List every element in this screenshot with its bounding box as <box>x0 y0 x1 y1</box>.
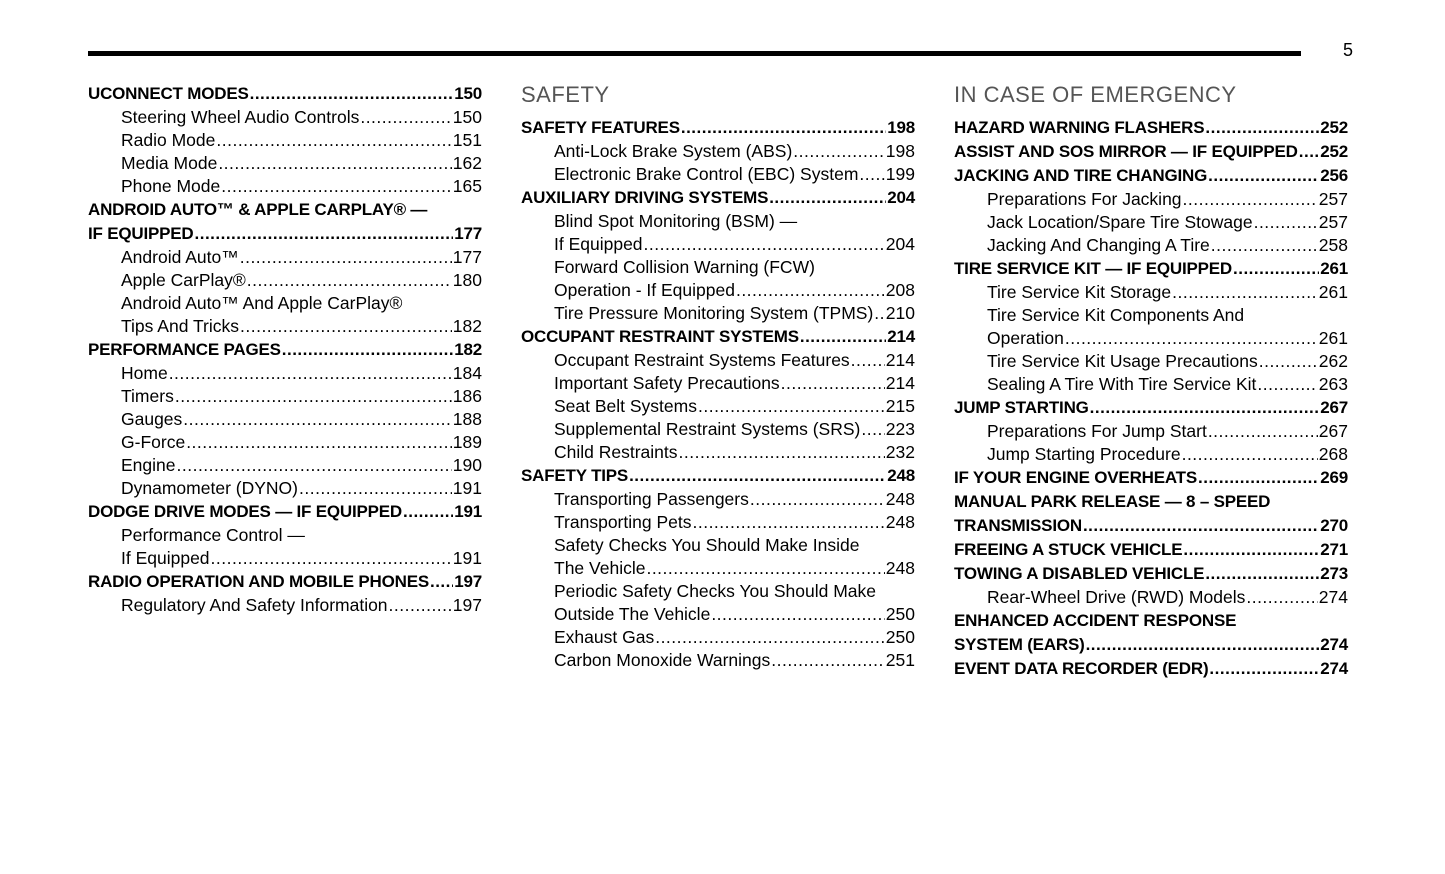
entry-page-number: 270 <box>1320 516 1348 535</box>
toc-subentry[interactable] <box>954 281 1348 304</box>
entry-page-number: 267 <box>1320 398 1348 417</box>
entry-label: Preparations For Jacking <box>987 189 1182 209</box>
dot-leader <box>1259 350 1318 373</box>
entry-page-number: 252 <box>1320 118 1348 137</box>
entry-page-number: 257 <box>1318 212 1348 232</box>
entry-page-number: 223 <box>885 419 915 439</box>
entry-label: FREEING A STUCK VEHICLE <box>954 540 1183 559</box>
toc-section-entry[interactable] <box>954 657 1348 681</box>
dot-leader <box>1090 396 1320 420</box>
entry-page-number: 250 <box>885 604 915 624</box>
entry-page-number: 256 <box>1320 166 1348 185</box>
toc-subentry[interactable] <box>88 547 482 570</box>
entry-page-number: 188 <box>452 409 482 429</box>
entry-page-number: 182 <box>454 340 482 359</box>
entry-label: Seat Belt Systems <box>554 396 697 416</box>
entry-page-number: 248 <box>885 489 915 509</box>
entry-label: Transporting Pets <box>554 512 692 532</box>
dot-leader <box>1205 116 1319 140</box>
dot-leader <box>282 338 453 362</box>
entry-label: Exhaust Gas <box>554 627 655 647</box>
toc-section-entry[interactable] <box>88 338 482 362</box>
toc-entry-first-line[interactable]: Android Auto™ And Apple CarPlay® <box>121 293 403 313</box>
toc-subentry[interactable] <box>521 557 915 580</box>
entry-page-number: 258 <box>1318 235 1348 255</box>
entry-label: JACKING AND TIRE CHANGING <box>954 166 1208 185</box>
dot-leader <box>186 431 452 454</box>
toc-entry-first-line[interactable]: Safety Checks You Should Make Inside <box>554 535 860 555</box>
entry-label: Occupant Restraint Systems Features <box>554 350 850 370</box>
entry-label: Apple CarPlay® <box>121 270 246 290</box>
entry-page-number: 251 <box>885 650 915 670</box>
entry-label: UCONNECT MODES <box>88 84 249 103</box>
dot-leader <box>800 325 886 349</box>
entry-label: Preparations For Jump Start <box>987 421 1207 441</box>
entry-label: PERFORMANCE PAGES <box>88 340 281 359</box>
dot-leader <box>861 418 884 441</box>
entry-label: Gauges <box>121 409 183 429</box>
entry-page-number: 274 <box>1320 635 1348 654</box>
entry-label: Radio Mode <box>121 130 216 150</box>
toc-subentry[interactable] <box>954 234 1348 257</box>
entry-label: Tips And Tricks <box>121 316 239 336</box>
toc-subentry[interactable] <box>954 327 1348 350</box>
dot-leader <box>360 106 451 129</box>
entry-page-number: 199 <box>885 164 915 184</box>
entry-label: IF EQUIPPED <box>88 224 194 243</box>
toc-section-entry[interactable] <box>954 562 1348 586</box>
toc-section-entry[interactable] <box>521 464 915 488</box>
entry-label: Timers <box>121 386 174 406</box>
toc-entry-first-line[interactable]: ENHANCED ACCIDENT RESPONSE <box>954 611 1237 630</box>
dot-leader <box>711 603 884 626</box>
toc-subentry[interactable] <box>521 649 915 672</box>
dot-leader <box>1182 443 1318 466</box>
entry-label: Jump Starting Procedure <box>987 444 1181 464</box>
dot-leader <box>874 302 885 325</box>
dot-leader <box>1233 257 1319 281</box>
entry-label: Electronic Brake Control (EBC) System <box>554 164 859 184</box>
dot-leader <box>183 408 452 431</box>
entry-label: DODGE DRIVE MODES — IF EQUIPPED <box>88 502 403 521</box>
entry-page-number: 274 <box>1318 587 1348 607</box>
dot-leader <box>221 175 452 198</box>
toc-subentry[interactable] <box>954 350 1348 373</box>
entry-label: SAFETY TIPS <box>521 466 629 485</box>
toc-entry-first-line[interactable]: Blind Spot Monitoring (BSM) — <box>554 211 798 231</box>
dot-leader <box>1208 420 1318 443</box>
toc-subentry[interactable] <box>954 211 1348 234</box>
section-title: SAFETY <box>521 82 610 107</box>
dot-leader <box>389 594 452 617</box>
entry-page-number: 191 <box>452 548 482 568</box>
toc-subentry[interactable] <box>954 586 1348 609</box>
entry-page-number: 191 <box>452 478 482 498</box>
dot-leader <box>169 362 452 385</box>
section-title: IN CASE OF EMERGENCY <box>954 82 1237 107</box>
toc-section-entry[interactable] <box>954 257 1348 281</box>
entry-page-number: 186 <box>452 386 482 406</box>
dot-leader <box>851 349 885 372</box>
entry-label: Tire Service Kit Storage <box>987 282 1172 302</box>
entry-page-number: 248 <box>885 558 915 578</box>
entry-page-number: 248 <box>885 512 915 532</box>
entry-page-number: 210 <box>885 303 915 323</box>
dot-leader <box>1172 281 1318 304</box>
entry-label: Tire Service Kit Usage Precautions <box>987 351 1258 371</box>
entry-label: The Vehicle <box>554 558 646 578</box>
dot-leader <box>655 626 885 649</box>
toc-subentry[interactable] <box>521 163 915 186</box>
entry-page-number: 271 <box>1320 540 1348 559</box>
entry-page-number: 250 <box>885 627 915 647</box>
dot-leader <box>1299 140 1319 164</box>
toc-subentry[interactable] <box>521 603 915 626</box>
toc-subentry[interactable] <box>88 594 482 617</box>
entry-label: TIRE SERVICE KIT — IF EQUIPPED <box>954 259 1233 278</box>
dot-leader <box>629 464 886 488</box>
entry-page-number: 151 <box>452 130 482 150</box>
entry-label: JUMP STARTING <box>954 398 1089 417</box>
toc-section-entry[interactable] <box>954 538 1348 562</box>
entry-label: Home <box>121 363 168 383</box>
toc-subentry[interactable] <box>88 385 482 408</box>
toc-subentry[interactable] <box>88 129 482 152</box>
toc-section-entry[interactable] <box>88 82 482 106</box>
dot-leader <box>218 152 451 175</box>
entry-label: Outside The Vehicle <box>554 604 711 624</box>
entry-page-number: 214 <box>885 350 915 370</box>
dot-leader <box>750 488 885 511</box>
toc-subentry[interactable] <box>88 106 482 129</box>
dot-leader <box>177 454 452 477</box>
toc-subentry[interactable] <box>521 302 915 325</box>
dot-leader <box>250 82 454 106</box>
toc-subentry[interactable] <box>88 152 482 175</box>
toc-section-entry[interactable] <box>88 500 482 524</box>
entry-page-number: 208 <box>885 280 915 300</box>
toc-subentry[interactable] <box>521 488 915 511</box>
toc-subentry[interactable] <box>521 279 915 302</box>
toc-section-entry[interactable] <box>954 164 1348 188</box>
toc-subentry[interactable] <box>521 233 915 256</box>
entry-page-number: 261 <box>1318 328 1348 348</box>
dot-leader <box>679 441 885 464</box>
toc-subentry[interactable] <box>88 362 482 385</box>
toc-subentry[interactable] <box>954 443 1348 466</box>
dot-leader <box>1246 586 1317 609</box>
toc-subentry[interactable] <box>954 420 1348 443</box>
entry-page-number: 214 <box>885 373 915 393</box>
entry-page-number: 150 <box>454 84 482 103</box>
entry-page-number: 204 <box>887 188 915 207</box>
toc-subentry[interactable] <box>954 373 1348 396</box>
toc-subentry[interactable] <box>521 349 915 372</box>
toc-subentry[interactable] <box>88 246 482 269</box>
dot-leader <box>1065 327 1318 350</box>
dot-leader <box>769 186 886 210</box>
entry-label: Steering Wheel Audio Controls <box>121 107 360 127</box>
entry-page-number: 197 <box>452 595 482 615</box>
entry-label: Operation <box>987 328 1064 348</box>
entry-label: Sealing A Tire With Tire Service Kit <box>987 374 1257 394</box>
toc-subentry[interactable] <box>88 315 482 338</box>
entry-page-number: 267 <box>1318 421 1348 441</box>
toc-column-1 <box>88 82 482 617</box>
entry-page-number: 268 <box>1318 444 1348 464</box>
toc-section-entry[interactable] <box>521 186 915 210</box>
entry-label: If Equipped <box>554 234 643 254</box>
entry-page-number: 182 <box>452 316 482 336</box>
dot-leader <box>646 557 884 580</box>
entry-page-number: 204 <box>885 234 915 254</box>
entry-label: Regulatory And Safety Information <box>121 595 388 615</box>
entry-label: RADIO OPERATION AND MOBILE PHONES <box>88 572 429 591</box>
dot-leader <box>1208 164 1319 188</box>
entry-page-number: 191 <box>454 502 482 521</box>
toc-subentry[interactable] <box>521 372 915 395</box>
dot-leader <box>240 315 452 338</box>
entry-page-number: 215 <box>885 396 915 416</box>
dot-leader <box>1211 234 1318 257</box>
dot-leader <box>771 649 885 672</box>
entry-label: EVENT DATA RECORDER (EDR) <box>954 659 1209 678</box>
dot-leader <box>430 570 453 594</box>
entry-label: Transporting Passengers <box>554 489 749 509</box>
toc-subentry[interactable] <box>88 175 482 198</box>
toc-section-entry[interactable] <box>521 325 915 349</box>
dot-leader <box>859 163 884 186</box>
entry-label: Dynamometer (DYNO) <box>121 478 298 498</box>
dot-leader <box>1205 562 1319 586</box>
entry-page-number: 274 <box>1320 659 1348 678</box>
entry-label: Media Mode <box>121 153 218 173</box>
dot-leader <box>1086 633 1320 657</box>
entry-page-number: 269 <box>1320 468 1348 487</box>
entry-label: TOWING A DISABLED VEHICLE <box>954 564 1205 583</box>
entry-page-number: 257 <box>1318 189 1348 209</box>
entry-page-number: 189 <box>452 432 482 452</box>
entry-label: OCCUPANT RESTRAINT SYSTEMS <box>521 327 799 346</box>
entry-label: If Equipped <box>121 548 210 568</box>
header-rule <box>88 51 1301 56</box>
toc-section-entry[interactable] <box>954 466 1348 490</box>
entry-page-number: 252 <box>1320 142 1348 161</box>
dot-leader <box>1183 188 1318 211</box>
dot-leader <box>1257 373 1317 396</box>
page-number: 5 <box>1343 40 1354 60</box>
entry-page-number: 248 <box>887 466 915 485</box>
toc-subentry[interactable] <box>88 454 482 477</box>
entry-label: Carbon Monoxide Warnings <box>554 650 771 670</box>
toc-entry-first-line[interactable]: Performance Control — <box>121 525 305 545</box>
entry-page-number: 262 <box>1318 351 1348 371</box>
toc-subentry[interactable] <box>88 431 482 454</box>
entry-label: Jacking And Changing A Tire <box>987 235 1210 255</box>
entry-page-number: 214 <box>887 327 915 346</box>
toc-section-entry[interactable] <box>954 140 1348 164</box>
entry-label: Operation - If Equipped <box>554 280 735 300</box>
dot-leader <box>195 222 454 246</box>
entry-label: Engine <box>121 455 176 475</box>
dot-leader <box>681 116 886 140</box>
toc-subentry[interactable] <box>521 140 915 163</box>
toc-subentry[interactable] <box>88 408 482 431</box>
entry-label: Important Safety Precautions <box>554 373 780 393</box>
entry-page-number: 190 <box>452 455 482 475</box>
toc-subentry[interactable] <box>521 418 915 441</box>
entry-label: Phone Mode <box>121 176 221 196</box>
entry-label: HAZARD WARNING FLASHERS <box>954 118 1205 137</box>
dot-leader <box>175 385 452 408</box>
entry-page-number: 177 <box>454 224 482 243</box>
entry-label: Rear-Wheel Drive (RWD) Models <box>987 587 1246 607</box>
toc-subentry[interactable] <box>521 511 915 534</box>
dot-leader <box>698 395 885 418</box>
dot-leader <box>692 511 884 534</box>
toc-section-entry[interactable] <box>954 514 1348 538</box>
dot-leader <box>211 547 452 570</box>
entry-page-number: 197 <box>454 572 482 591</box>
entry-page-number: 165 <box>452 176 482 196</box>
toc-entry-first-line[interactable]: ANDROID AUTO™ & APPLE CARPLAY® — <box>88 200 428 219</box>
entry-label: Supplemental Restraint Systems (SRS) <box>554 419 861 439</box>
dot-leader <box>1183 538 1319 562</box>
dot-leader <box>216 129 451 152</box>
toc-entry-first-line[interactable]: Periodic Safety Checks You Should Make <box>554 581 876 601</box>
toc-entry-first-line[interactable]: Forward Collision Warning (FCW) <box>554 257 815 277</box>
dot-leader <box>644 233 885 256</box>
entry-label: G-Force <box>121 432 186 452</box>
entry-label: ASSIST AND SOS MIRROR — IF EQUIPPED <box>954 142 1298 161</box>
toc-entry-first-line[interactable]: MANUAL PARK RELEASE — 8 – SPEED <box>954 492 1271 511</box>
entry-label: Anti-Lock Brake System (ABS) <box>554 141 793 161</box>
toc-section-entry[interactable] <box>954 396 1348 420</box>
entry-page-number: 150 <box>452 107 482 127</box>
toc-subentry[interactable] <box>954 188 1348 211</box>
entry-page-number: 198 <box>885 141 915 161</box>
toc-subentry[interactable] <box>88 477 482 500</box>
entry-label: SAFETY FEATURES <box>521 118 680 137</box>
dot-leader <box>247 269 452 292</box>
entry-label: Jack Location/Spare Tire Stowage <box>987 212 1253 232</box>
entry-page-number: 261 <box>1318 282 1348 302</box>
toc-section-entry[interactable] <box>88 222 482 246</box>
dot-leader <box>1209 657 1319 681</box>
toc-subentry[interactable] <box>88 269 482 292</box>
toc-section-entry[interactable] <box>954 116 1348 140</box>
dot-leader <box>793 140 885 163</box>
entry-label: SYSTEM (EARS) <box>954 635 1085 654</box>
toc-column-2 <box>521 82 915 672</box>
dot-leader <box>1254 211 1318 234</box>
entry-page-number: 263 <box>1318 374 1348 394</box>
entry-page-number: 180 <box>452 270 482 290</box>
toc-section-entry[interactable] <box>88 570 482 594</box>
dot-leader <box>403 500 453 524</box>
entry-label: Child Restraints <box>554 442 678 462</box>
entry-label: AUXILIARY DRIVING SYSTEMS <box>521 188 769 207</box>
entry-page-number: 162 <box>452 153 482 173</box>
entry-page-number: 261 <box>1320 259 1348 278</box>
dot-leader <box>781 372 885 395</box>
toc-subentry[interactable] <box>521 626 915 649</box>
toc-subentry[interactable] <box>521 395 915 418</box>
entry-label: TRANSMISSION <box>954 516 1082 535</box>
entry-page-number: 198 <box>887 118 915 137</box>
dot-leader <box>1083 514 1319 538</box>
toc-column-3 <box>954 82 1348 681</box>
entry-label: Tire Pressure Monitoring System (TPMS) <box>554 303 874 323</box>
toc-section-entry[interactable] <box>954 633 1348 657</box>
toc-subentry[interactable] <box>521 441 915 464</box>
entry-page-number: 232 <box>885 442 915 462</box>
entry-page-number: 184 <box>452 363 482 383</box>
entry-label: Android Auto™ <box>121 247 239 267</box>
dot-leader <box>736 279 885 302</box>
dot-leader <box>1198 466 1319 490</box>
toc-entry-first-line[interactable]: Tire Service Kit Components And <box>987 305 1245 325</box>
entry-label: IF YOUR ENGINE OVERHEATS <box>954 468 1197 487</box>
toc-section-entry[interactable] <box>521 116 915 140</box>
dot-leader <box>299 477 452 500</box>
entry-page-number: 177 <box>452 247 482 267</box>
entry-page-number: 273 <box>1320 564 1348 583</box>
dot-leader <box>240 246 452 269</box>
